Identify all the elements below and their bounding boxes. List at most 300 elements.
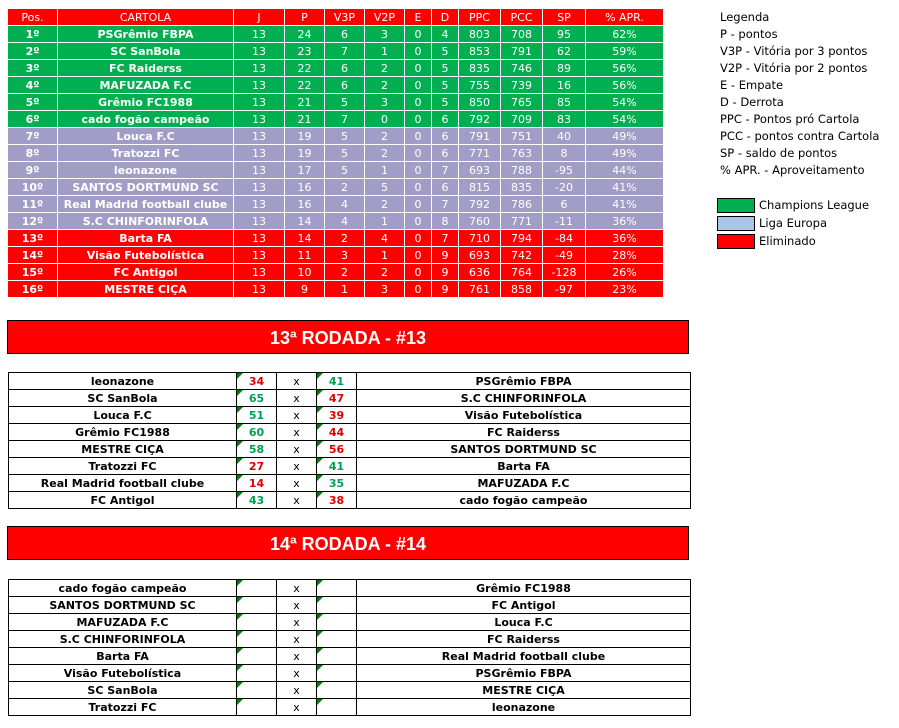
header-cell: D bbox=[432, 9, 459, 26]
cell-ppc: 636 bbox=[459, 264, 501, 281]
away-team: MESTRE CIÇA bbox=[357, 682, 691, 699]
versus-label: x bbox=[277, 441, 317, 458]
cell-pos: 13º bbox=[8, 230, 58, 247]
standings-row bbox=[8, 43, 664, 60]
fixture-row bbox=[9, 580, 691, 597]
cell-p: 24 bbox=[285, 26, 325, 43]
cell-ppc: 792 bbox=[459, 111, 501, 128]
home-score: 34 bbox=[237, 373, 277, 390]
cell-apr: 54% bbox=[586, 94, 664, 111]
round-14-fixtures bbox=[8, 579, 691, 716]
fixture-row bbox=[9, 631, 691, 648]
standings-row bbox=[8, 145, 664, 162]
zone-swatch bbox=[717, 216, 755, 231]
cell-apr: 62% bbox=[586, 26, 664, 43]
home-score: 51 bbox=[237, 407, 277, 424]
cell-sp: -84 bbox=[543, 230, 586, 247]
cell-v3p: 7 bbox=[325, 43, 365, 60]
cell-v3p: 5 bbox=[325, 128, 365, 145]
cell-v2p: 1 bbox=[365, 43, 405, 60]
zone-item bbox=[717, 232, 869, 250]
cell-e: 0 bbox=[405, 247, 432, 264]
round-13-title: 13ª RODADA - #13 bbox=[7, 320, 689, 354]
cell-e: 0 bbox=[405, 94, 432, 111]
fixture-row bbox=[9, 614, 691, 631]
cell-p: 16 bbox=[285, 196, 325, 213]
home-team: Grêmio FC1988 bbox=[9, 424, 237, 441]
cell-d: 6 bbox=[432, 111, 459, 128]
home-score: 65 bbox=[237, 390, 277, 407]
zone-label: Liga Europa bbox=[759, 216, 828, 230]
cell-e: 0 bbox=[405, 179, 432, 196]
cell-sp: 6 bbox=[543, 196, 586, 213]
cell-sp: -95 bbox=[543, 162, 586, 179]
cell-e: 0 bbox=[405, 60, 432, 77]
cell-p: 19 bbox=[285, 145, 325, 162]
home-team: SC SanBola bbox=[9, 682, 237, 699]
cell-pcc: 742 bbox=[501, 247, 543, 264]
home-score bbox=[237, 614, 277, 631]
cell-pcc: 786 bbox=[501, 196, 543, 213]
standings-row bbox=[8, 179, 664, 196]
cell-d: 5 bbox=[432, 77, 459, 94]
cell-v3p: 5 bbox=[325, 162, 365, 179]
standings-header bbox=[8, 9, 664, 26]
away-team: Grêmio FC1988 bbox=[357, 580, 691, 597]
fixture-row bbox=[9, 458, 691, 475]
away-score bbox=[317, 580, 357, 597]
fixture-row bbox=[9, 390, 691, 407]
cell-d: 6 bbox=[432, 179, 459, 196]
cell-pos: 14º bbox=[8, 247, 58, 264]
cell-pos: 9º bbox=[8, 162, 58, 179]
standings-row bbox=[8, 162, 664, 179]
cell-e: 0 bbox=[405, 230, 432, 247]
cell-apr: 36% bbox=[586, 213, 664, 230]
home-score bbox=[237, 665, 277, 682]
cell-d: 5 bbox=[432, 60, 459, 77]
legend-item: PCC - pontos contra Cartola bbox=[720, 129, 880, 143]
cell-v3p: 5 bbox=[325, 145, 365, 162]
cell-p: 22 bbox=[285, 60, 325, 77]
cell-sp: -49 bbox=[543, 247, 586, 264]
cell-j: 13 bbox=[234, 281, 285, 298]
home-team: S.C CHINFORINFOLA bbox=[9, 631, 237, 648]
cell-j: 13 bbox=[234, 213, 285, 230]
cell-e: 0 bbox=[405, 196, 432, 213]
cell-pcc: 708 bbox=[501, 26, 543, 43]
cell-pos: 12º bbox=[8, 213, 58, 230]
cell-apr: 56% bbox=[586, 60, 664, 77]
legend-item: D - Derrota bbox=[720, 95, 784, 109]
cell-pcc: 858 bbox=[501, 281, 543, 298]
cell-apr: 49% bbox=[586, 128, 664, 145]
cell-v3p: 5 bbox=[325, 94, 365, 111]
cell-pos: 5º bbox=[8, 94, 58, 111]
away-score bbox=[317, 614, 357, 631]
home-score bbox=[237, 597, 277, 614]
fixture-row bbox=[9, 648, 691, 665]
versus-label: x bbox=[277, 580, 317, 597]
away-score bbox=[317, 665, 357, 682]
cell-sp: -11 bbox=[543, 213, 586, 230]
standings-row bbox=[8, 60, 664, 77]
cell-ppc: 853 bbox=[459, 43, 501, 60]
home-score: 43 bbox=[237, 492, 277, 509]
cell-pos: 11º bbox=[8, 196, 58, 213]
fixture-row bbox=[9, 682, 691, 699]
standings-row bbox=[8, 77, 664, 94]
cell-apr: 26% bbox=[586, 264, 664, 281]
cell-pos: 15º bbox=[8, 264, 58, 281]
zone-swatch bbox=[717, 234, 755, 249]
away-score: 38 bbox=[317, 492, 357, 509]
cell-e: 0 bbox=[405, 77, 432, 94]
cell-j: 13 bbox=[234, 247, 285, 264]
home-score: 60 bbox=[237, 424, 277, 441]
cell-apr: 41% bbox=[586, 179, 664, 196]
cell-d: 9 bbox=[432, 247, 459, 264]
cell-pcc: 794 bbox=[501, 230, 543, 247]
cell-ppc: 835 bbox=[459, 60, 501, 77]
cell-j: 13 bbox=[234, 26, 285, 43]
cell-d: 6 bbox=[432, 128, 459, 145]
cell-p: 14 bbox=[285, 230, 325, 247]
header-cell: CARTOLA bbox=[58, 9, 234, 26]
cell-e: 0 bbox=[405, 26, 432, 43]
header-cell: V3P bbox=[325, 9, 365, 26]
standings-row bbox=[8, 26, 664, 43]
cell-ppc: 803 bbox=[459, 26, 501, 43]
cell-p: 16 bbox=[285, 179, 325, 196]
away-score bbox=[317, 631, 357, 648]
cell-sp: 16 bbox=[543, 77, 586, 94]
home-team: SC SanBola bbox=[9, 390, 237, 407]
versus-label: x bbox=[277, 390, 317, 407]
cell-j: 13 bbox=[234, 145, 285, 162]
header-cell: Pos. bbox=[8, 9, 58, 26]
cell-apr: 36% bbox=[586, 230, 664, 247]
cell-j: 13 bbox=[234, 111, 285, 128]
away-score bbox=[317, 682, 357, 699]
away-score: 56 bbox=[317, 441, 357, 458]
cell-d: 5 bbox=[432, 94, 459, 111]
cell-apr: 41% bbox=[586, 196, 664, 213]
cell-p: 14 bbox=[285, 213, 325, 230]
away-team: Louca F.C bbox=[357, 614, 691, 631]
cell-ppc: 755 bbox=[459, 77, 501, 94]
cell-j: 13 bbox=[234, 94, 285, 111]
cell-team: MESTRE CIÇA bbox=[58, 281, 234, 298]
away-score: 44 bbox=[317, 424, 357, 441]
cell-v2p: 3 bbox=[365, 26, 405, 43]
home-score: 58 bbox=[237, 441, 277, 458]
cell-pcc: 771 bbox=[501, 213, 543, 230]
cell-pos: 3º bbox=[8, 60, 58, 77]
cell-pcc: 788 bbox=[501, 162, 543, 179]
away-score: 47 bbox=[317, 390, 357, 407]
cell-pos: 7º bbox=[8, 128, 58, 145]
cell-v3p: 4 bbox=[325, 196, 365, 213]
cell-e: 0 bbox=[405, 43, 432, 60]
cell-v3p: 7 bbox=[325, 111, 365, 128]
home-team: Tratozzi FC bbox=[9, 699, 237, 716]
standings-row bbox=[8, 111, 664, 128]
home-team: FC Antigol bbox=[9, 492, 237, 509]
standings-row bbox=[8, 281, 664, 298]
cell-ppc: 791 bbox=[459, 128, 501, 145]
cell-v2p: 3 bbox=[365, 281, 405, 298]
cell-team: FC Raiderss bbox=[58, 60, 234, 77]
cell-d: 6 bbox=[432, 145, 459, 162]
cell-sp: 8 bbox=[543, 145, 586, 162]
cell-ppc: 850 bbox=[459, 94, 501, 111]
cell-j: 13 bbox=[234, 43, 285, 60]
zone-item bbox=[717, 214, 869, 232]
home-team: cado fogão campeão bbox=[9, 580, 237, 597]
cell-sp: 95 bbox=[543, 26, 586, 43]
cell-sp: -97 bbox=[543, 281, 586, 298]
cell-d: 9 bbox=[432, 264, 459, 281]
cell-d: 7 bbox=[432, 230, 459, 247]
cell-apr: 28% bbox=[586, 247, 664, 264]
header-cell: P bbox=[285, 9, 325, 26]
cell-j: 13 bbox=[234, 60, 285, 77]
cell-sp: 89 bbox=[543, 60, 586, 77]
standings-row bbox=[8, 128, 664, 145]
legend-items bbox=[720, 26, 880, 177]
cell-ppc: 693 bbox=[459, 162, 501, 179]
standings-row bbox=[8, 230, 664, 247]
cell-d: 7 bbox=[432, 196, 459, 213]
cell-p: 23 bbox=[285, 43, 325, 60]
cell-v3p: 4 bbox=[325, 213, 365, 230]
round-14-title: 14ª RODADA - #14 bbox=[7, 526, 689, 560]
cell-v3p: 6 bbox=[325, 60, 365, 77]
cell-team: cado fogão campeão bbox=[58, 111, 234, 128]
zone-label: Champions League bbox=[759, 198, 870, 212]
legend-item: E - Empate bbox=[720, 78, 784, 92]
cell-apr: 23% bbox=[586, 281, 664, 298]
cell-ppc: 815 bbox=[459, 179, 501, 196]
away-team: MAFUZADA F.C bbox=[357, 475, 691, 492]
cell-e: 0 bbox=[405, 128, 432, 145]
cell-pcc: 763 bbox=[501, 145, 543, 162]
cell-team: Tratozzi FC bbox=[58, 145, 234, 162]
cell-apr: 49% bbox=[586, 145, 664, 162]
standings-body bbox=[8, 26, 664, 298]
cell-p: 17 bbox=[285, 162, 325, 179]
cell-e: 0 bbox=[405, 281, 432, 298]
cell-j: 13 bbox=[234, 264, 285, 281]
versus-label: x bbox=[277, 492, 317, 509]
cell-e: 0 bbox=[405, 145, 432, 162]
cell-p: 11 bbox=[285, 247, 325, 264]
away-team: FC Antigol bbox=[357, 597, 691, 614]
cell-pcc: 835 bbox=[501, 179, 543, 196]
cell-j: 13 bbox=[234, 77, 285, 94]
header-cell: PPC bbox=[459, 9, 501, 26]
fixture-row bbox=[9, 441, 691, 458]
cell-d: 5 bbox=[432, 43, 459, 60]
away-team: PSGrêmio FBPA bbox=[357, 665, 691, 682]
cell-v3p: 6 bbox=[325, 26, 365, 43]
cell-apr: 54% bbox=[586, 111, 664, 128]
away-score bbox=[317, 699, 357, 716]
cell-ppc: 710 bbox=[459, 230, 501, 247]
cell-j: 13 bbox=[234, 128, 285, 145]
cell-pcc: 764 bbox=[501, 264, 543, 281]
standings-row bbox=[8, 264, 664, 281]
header-cell: PCC bbox=[501, 9, 543, 26]
header-cell: J bbox=[234, 9, 285, 26]
cell-sp: -20 bbox=[543, 179, 586, 196]
cell-j: 13 bbox=[234, 162, 285, 179]
away-team: leonazone bbox=[357, 699, 691, 716]
fixture-row bbox=[9, 475, 691, 492]
fixture-row bbox=[9, 492, 691, 509]
legend-item: % APR. - Aproveitamento bbox=[720, 163, 865, 177]
standings-row bbox=[8, 196, 664, 213]
cell-v3p: 6 bbox=[325, 77, 365, 94]
standings-table bbox=[7, 8, 664, 298]
cell-v2p: 2 bbox=[365, 77, 405, 94]
home-team: Tratozzi FC bbox=[9, 458, 237, 475]
away-team: Barta FA bbox=[357, 458, 691, 475]
cell-p: 9 bbox=[285, 281, 325, 298]
legend-title: Legenda bbox=[720, 10, 770, 24]
fixture-row bbox=[9, 597, 691, 614]
fixture-row bbox=[9, 373, 691, 390]
home-score: 27 bbox=[237, 458, 277, 475]
cell-team: Real Madrid football clube bbox=[58, 196, 234, 213]
cell-pos: 1º bbox=[8, 26, 58, 43]
cell-ppc: 693 bbox=[459, 247, 501, 264]
cell-team: SANTOS DORTMUND SC bbox=[58, 179, 234, 196]
cell-pcc: 739 bbox=[501, 77, 543, 94]
cell-j: 13 bbox=[234, 179, 285, 196]
cell-pos: 2º bbox=[8, 43, 58, 60]
cell-v2p: 2 bbox=[365, 196, 405, 213]
home-team: Louca F.C bbox=[9, 407, 237, 424]
cell-e: 0 bbox=[405, 111, 432, 128]
cell-d: 7 bbox=[432, 162, 459, 179]
cell-v2p: 2 bbox=[365, 128, 405, 145]
fixture-row bbox=[9, 407, 691, 424]
cell-team: Louca F.C bbox=[58, 128, 234, 145]
zone-label: Eliminado bbox=[759, 234, 816, 248]
cell-v2p: 2 bbox=[365, 145, 405, 162]
home-score bbox=[237, 682, 277, 699]
cell-p: 19 bbox=[285, 128, 325, 145]
zone-legend bbox=[717, 196, 869, 250]
cell-team: PSGrêmio FBPA bbox=[58, 26, 234, 43]
cell-pos: 6º bbox=[8, 111, 58, 128]
home-score bbox=[237, 648, 277, 665]
cell-v2p: 4 bbox=[365, 230, 405, 247]
round-13-fixtures bbox=[8, 372, 691, 509]
away-score: 35 bbox=[317, 475, 357, 492]
away-score: 41 bbox=[317, 373, 357, 390]
header-cell: % APR. bbox=[586, 9, 664, 26]
cell-team: Grêmio FC1988 bbox=[58, 94, 234, 111]
versus-label: x bbox=[277, 614, 317, 631]
home-team: leonazone bbox=[9, 373, 237, 390]
cell-d: 9 bbox=[432, 281, 459, 298]
cell-sp: 83 bbox=[543, 111, 586, 128]
legend-item: SP - saldo de pontos bbox=[720, 146, 838, 160]
away-team: cado fogão campeão bbox=[357, 492, 691, 509]
home-team: Barta FA bbox=[9, 648, 237, 665]
cell-ppc: 771 bbox=[459, 145, 501, 162]
cell-ppc: 792 bbox=[459, 196, 501, 213]
cell-v3p: 2 bbox=[325, 179, 365, 196]
cell-sp: 62 bbox=[543, 43, 586, 60]
cell-sp: -128 bbox=[543, 264, 586, 281]
away-score bbox=[317, 597, 357, 614]
fixture-row bbox=[9, 699, 691, 716]
home-team: MAFUZADA F.C bbox=[9, 614, 237, 631]
away-team: S.C CHINFORINFOLA bbox=[357, 390, 691, 407]
home-team: MESTRE CIÇA bbox=[9, 441, 237, 458]
away-team: FC Raiderss bbox=[357, 424, 691, 441]
versus-label: x bbox=[277, 648, 317, 665]
cell-p: 10 bbox=[285, 264, 325, 281]
cell-d: 8 bbox=[432, 213, 459, 230]
away-score: 41 bbox=[317, 458, 357, 475]
cell-apr: 56% bbox=[586, 77, 664, 94]
standings-row bbox=[8, 94, 664, 111]
cell-pcc: 746 bbox=[501, 60, 543, 77]
cell-pcc: 709 bbox=[501, 111, 543, 128]
cell-v3p: 2 bbox=[325, 264, 365, 281]
legend-item: PPC - Pontos pró Cartola bbox=[720, 112, 860, 126]
cell-pos: 4º bbox=[8, 77, 58, 94]
cell-d: 4 bbox=[432, 26, 459, 43]
cell-v2p: 3 bbox=[365, 94, 405, 111]
cell-team: SC SanBola bbox=[58, 43, 234, 60]
cell-v2p: 1 bbox=[365, 162, 405, 179]
fixture-row bbox=[9, 424, 691, 441]
cell-v3p: 1 bbox=[325, 281, 365, 298]
versus-label: x bbox=[277, 665, 317, 682]
cell-team: Barta FA bbox=[58, 230, 234, 247]
cell-sp: 85 bbox=[543, 94, 586, 111]
versus-label: x bbox=[277, 699, 317, 716]
cell-team: leonazone bbox=[58, 162, 234, 179]
cell-team: MAFUZADA F.C bbox=[58, 77, 234, 94]
cell-pos: 16º bbox=[8, 281, 58, 298]
versus-label: x bbox=[277, 597, 317, 614]
versus-label: x bbox=[277, 424, 317, 441]
cell-pos: 8º bbox=[8, 145, 58, 162]
standings-row bbox=[8, 247, 664, 264]
cell-pos: 10º bbox=[8, 179, 58, 196]
legend-item: P - pontos bbox=[720, 27, 778, 41]
versus-label: x bbox=[277, 373, 317, 390]
header-cell: V2P bbox=[365, 9, 405, 26]
cell-sp: 40 bbox=[543, 128, 586, 145]
cell-ppc: 761 bbox=[459, 281, 501, 298]
cell-p: 21 bbox=[285, 94, 325, 111]
header-cell: SP bbox=[543, 9, 586, 26]
versus-label: x bbox=[277, 407, 317, 424]
cell-apr: 44% bbox=[586, 162, 664, 179]
away-team: Visão Futebolística bbox=[357, 407, 691, 424]
cell-p: 21 bbox=[285, 111, 325, 128]
versus-label: x bbox=[277, 458, 317, 475]
cell-e: 0 bbox=[405, 213, 432, 230]
